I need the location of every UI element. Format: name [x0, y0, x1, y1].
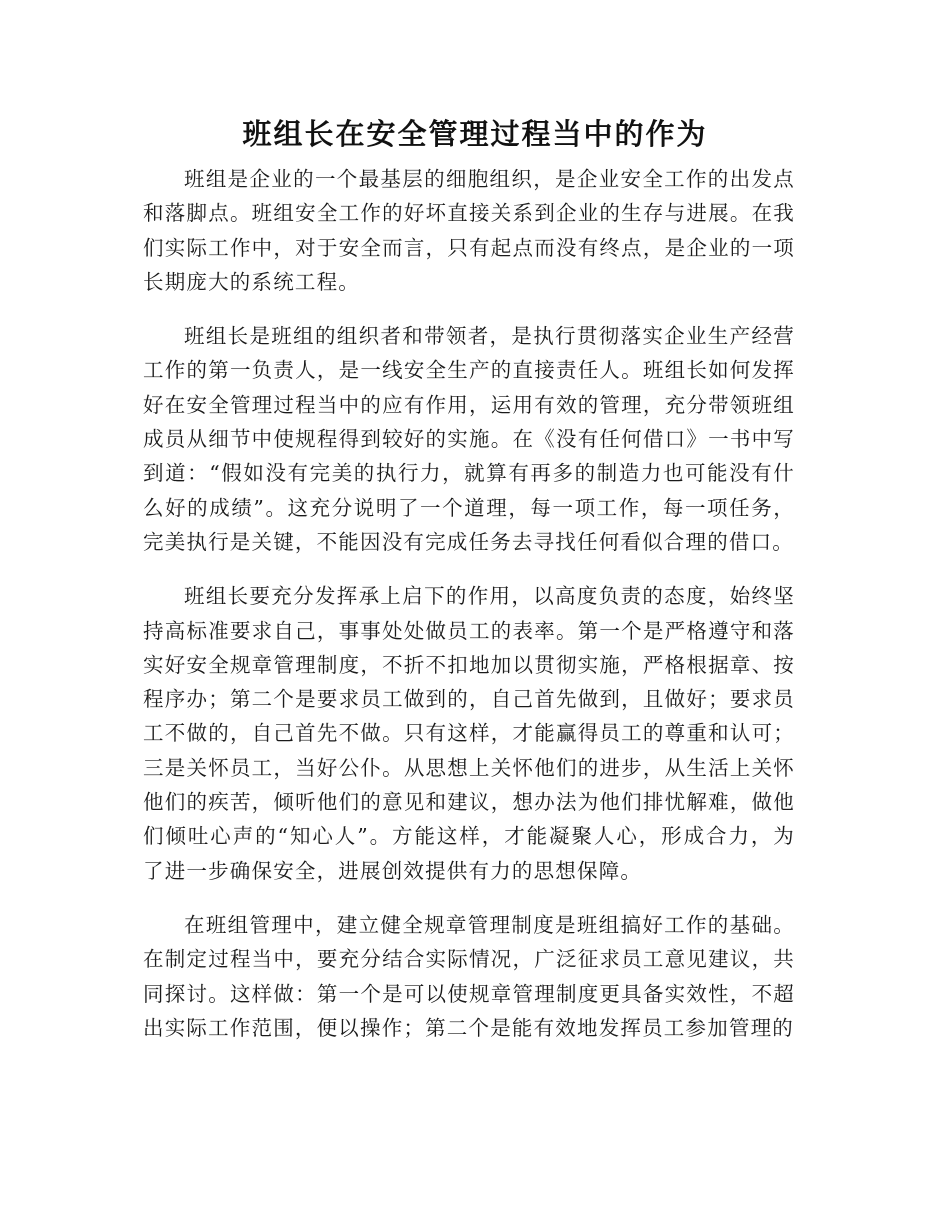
paragraph-4: 在班组管理中，建立健全规章管理制度是班组搞好工作的基础。在制定过程当中，要充分结合实际情况，广泛征求员工意见建议，共同探讨。这样做：第一个是可以使规章管理制度更具备实效性，不超出实际工作范围，便以操作；第二个是能有效地发挥员工参加管理的 — [143, 912, 795, 1040]
document-body — [143, 162, 795, 1065]
paragraph-1: 班组是企业的一个最基层的细胞组织，是企业安全工作的出发点和落脚点。班组安全工作的好坏直接关系到企业的生存与进展。在我们实际工作中，对于安全而言，只有起点而没有终点，是企业的一项长期庞大的系统工程。 — [143, 167, 795, 294]
paragraph-3: 班组长要充分发挥承上启下的作用，以高度负责的态度，始终坚持高标准要求自己，事事处处做员工的表率。第一个是严格遵守和落实好安全规章管理制度，不折不扣地加以贯彻实施，严格根据章、按程序办；第二个是要求员工做到的，自己首先做到，且做好；要求员工不做的，自己首先不做。只有这样，才能赢得员工的尊重和认可；三是关怀员工，当好公仆。从思想上关怀他们的进步，从生活上关怀他们的疾苦，倾听他们的意见和建议，想办法为他们排忧解难，做他们倾吐心声的“知心人”。方能这样，才能凝聚人心，形成合力，为了进一步确保安全，进展创效提供有力的思想保障。 — [143, 584, 795, 883]
document-title: 班组长在安全管理过程当中的作为 — [242, 117, 708, 151]
paragraph-2: 班组长是班组的组织者和带领者，是执行贯彻落实企业生产经营工作的第一负责人，是一线安全生产的直接责任人。班组长如何发挥好在安全管理过程当中的应有作用，运用有效的管理，充分带领班组成员从细节中使规程得到较好的实施。在《没有任何借口》一书中写到道：“假如没有完美的执行力，就算有再多的制造力也可能没有什么好的成绩”。这充分说明了一个道理，每一项工作，每一项任务，完美执行是关键，不能因没有完成任务去寻找任何看似合理的借口。 — [143, 324, 795, 554]
